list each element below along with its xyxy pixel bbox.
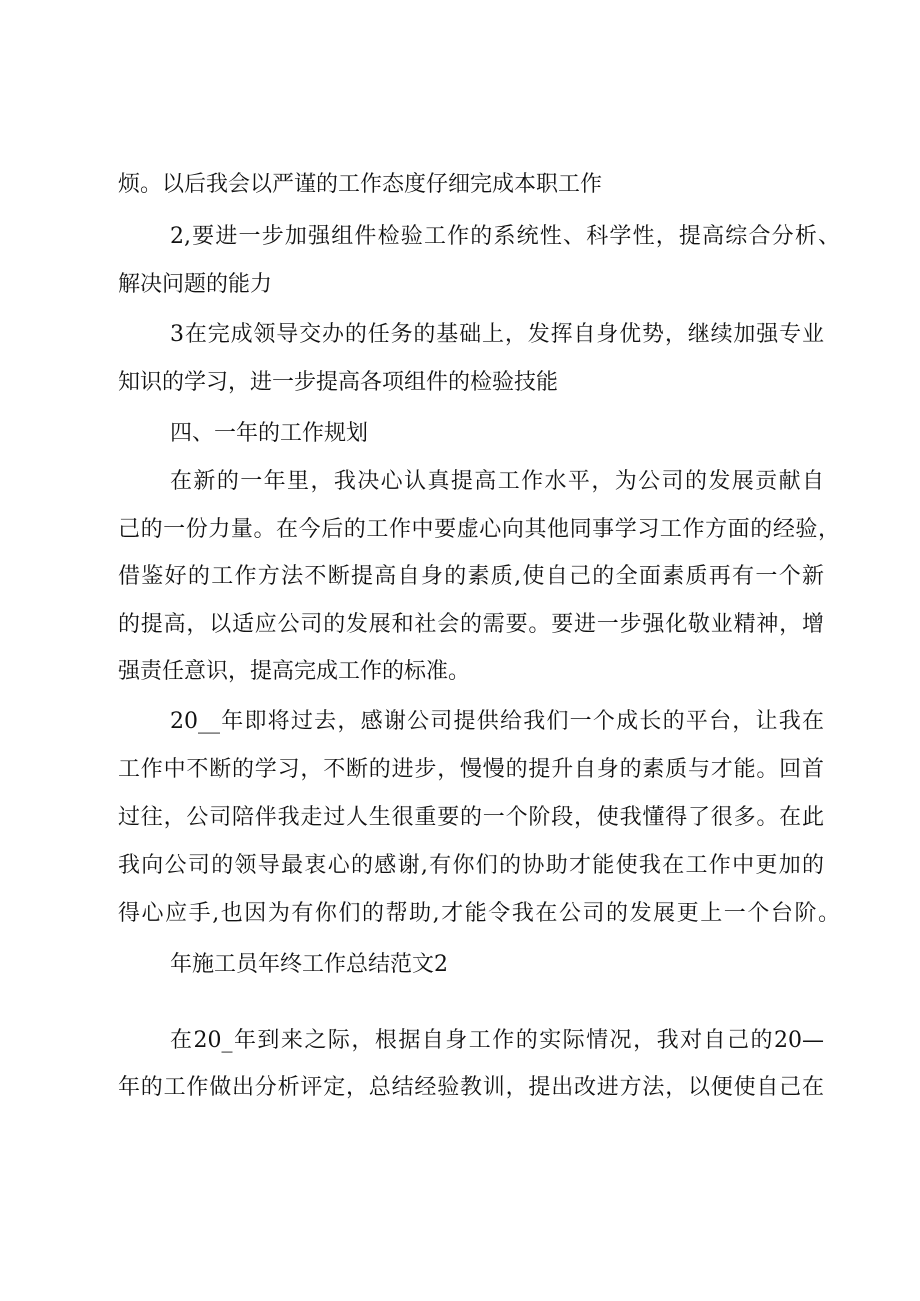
text-line: 3在完成领导交办的任务的基础上，发挥自身优势，继续加强专业: [170, 322, 824, 347]
text-line: 的提高，以适应公司的发展和社会的需要。要进一步强化敬业精神，增: [118, 612, 824, 637]
text-line: 借鉴好的工作方法不断提高自身的素质,使自己的全面素质再有一个新: [118, 564, 824, 589]
text-line: 得心应手,也因为有你们的帮助,才能令我在公司的发展更上一个台阶。: [118, 901, 840, 926]
text-line: 知识的学习，进一步提高各项组件的检验技能: [118, 370, 559, 395]
text-line: 烦。以后我会以严谨的工作态度仔细完成本职工作: [118, 172, 603, 197]
text-line: 年的工作做出分析评定，总结经验教训，提出改进方法，以便使自己在: [118, 1075, 824, 1100]
text-line: 20__年即将过去，感谢公司提供给我们一个成长的平台，让我在: [170, 709, 824, 734]
text-line: 我向公司的领导最衷心的感谢,有你们的协助才能使我在工作中更加的: [118, 853, 824, 878]
heading-text: 四、一年的工作规划: [170, 421, 369, 446]
text-line: 工作中不断的学习，不断的进步，慢慢的提升自身的素质与才能。回首: [118, 757, 824, 782]
text-line: 在新的一年里，我决心认真提高工作水平，为公司的发展贡献自: [170, 469, 824, 494]
text-line: 己的一份力量。在今后的工作中要虚心向其他同事学习工作方面的经验，: [118, 517, 840, 542]
text-line: 在20_年到来之际，根据自身工作的实际情况，我对自己的20—: [170, 1028, 824, 1053]
text-line: 2,要进一步加强组件检验工作的系统性、科学性，提高综合分析、: [170, 224, 840, 249]
text-line: 过往，公司陪伴我走过人生很重要的一个阶段，使我懂得了很多。在此: [118, 805, 824, 830]
text-line: 解决问题的能力: [118, 272, 273, 297]
heading-text: 年施工员年终工作总结范文2: [170, 952, 448, 977]
text-line: 强责任意识，提高完成工作的标准。: [118, 659, 471, 684]
